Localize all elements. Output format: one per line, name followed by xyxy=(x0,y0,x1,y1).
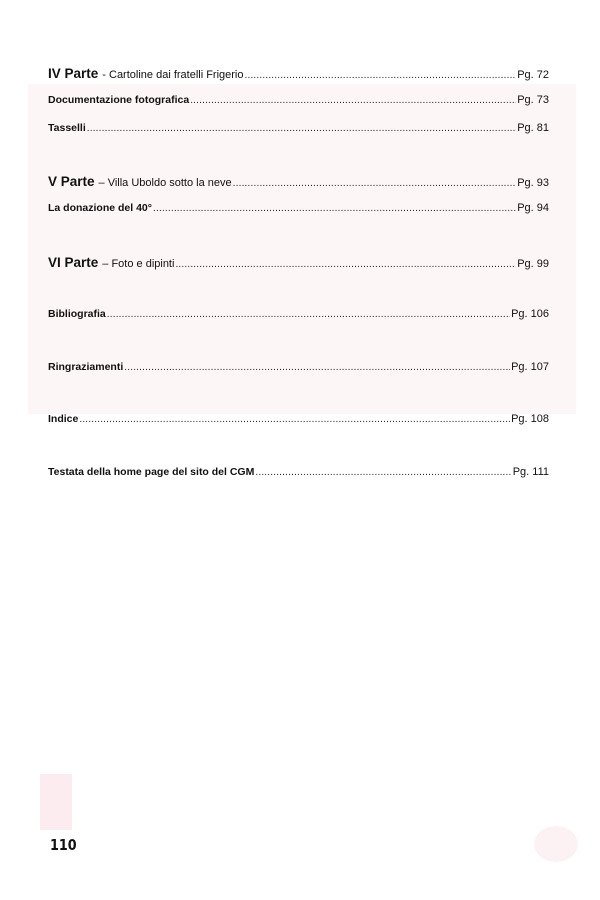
corner-decoration xyxy=(534,826,578,862)
toc-entry-documentazione-fotografica[interactable] xyxy=(48,94,549,106)
toc-entry-title: Tasselli xyxy=(48,122,86,134)
toc-entry-page: Pg. 93 xyxy=(517,177,549,189)
toc-entry-title: IV Parte xyxy=(48,66,99,81)
dot-leader xyxy=(153,203,516,214)
toc-entry-v-parte[interactable] xyxy=(48,174,549,189)
toc-entry-page: Pg. 111 xyxy=(512,466,549,478)
page-side-tab xyxy=(40,774,72,830)
toc-entry-page: Pg. 73 xyxy=(517,94,549,106)
toc-entry-page: Pg. 72 xyxy=(517,69,549,81)
toc-entry-subtitle: – Foto e dipinti xyxy=(102,258,175,270)
toc-entry-title: Indice xyxy=(48,413,79,425)
dot-leader xyxy=(107,309,510,320)
toc-entry-page: Pg. 99 xyxy=(517,258,549,270)
toc-entry-title: V Parte xyxy=(48,174,95,189)
toc-entry-page: Pg. 106 xyxy=(511,308,549,320)
toc-entry-tasselli[interactable] xyxy=(48,122,549,134)
toc-entry-testata[interactable] xyxy=(48,466,549,478)
toc-entry-title: Bibliografia xyxy=(48,308,106,320)
toc-entry-bibliografia[interactable] xyxy=(48,308,549,320)
page-number: 110 xyxy=(50,836,77,854)
toc-entry-page: Pg. 94 xyxy=(517,202,549,214)
toc-entry-iv-parte[interactable] xyxy=(48,66,549,81)
toc-entry-page: Pg. 107 xyxy=(511,361,549,373)
toc-entry-title: Ringraziamenti xyxy=(48,361,124,373)
toc-entry-subtitle: – Villa Uboldo sotto la neve xyxy=(98,177,232,189)
dot-leader xyxy=(175,259,516,270)
toc-entry-title: Testata della home page del sito del CGM xyxy=(48,466,255,478)
dot-leader xyxy=(255,467,511,478)
toc-entry-title: VI Parte xyxy=(48,255,99,270)
toc-entry-indice[interactable] xyxy=(48,413,549,425)
toc-entry-ringraziamenti[interactable] xyxy=(48,361,549,373)
toc-entry-subtitle: - Cartoline dai fratelli Frigerio xyxy=(102,69,244,81)
toc-entry-page: Pg. 81 xyxy=(517,122,549,134)
dot-leader xyxy=(124,362,510,373)
dot-leader xyxy=(245,70,517,81)
toc-entry-vi-parte[interactable] xyxy=(48,255,549,270)
toc-entry-title: Documentazione fotografica xyxy=(48,94,190,106)
dot-leader xyxy=(233,178,517,189)
toc-entry-la-donazione[interactable] xyxy=(48,202,549,214)
dot-leader xyxy=(87,123,516,134)
toc-entry-page: Pg. 108 xyxy=(511,413,549,425)
toc-entry-title: La donazione del 40° xyxy=(48,202,152,214)
dot-leader xyxy=(79,414,510,425)
dot-leader xyxy=(190,95,516,106)
